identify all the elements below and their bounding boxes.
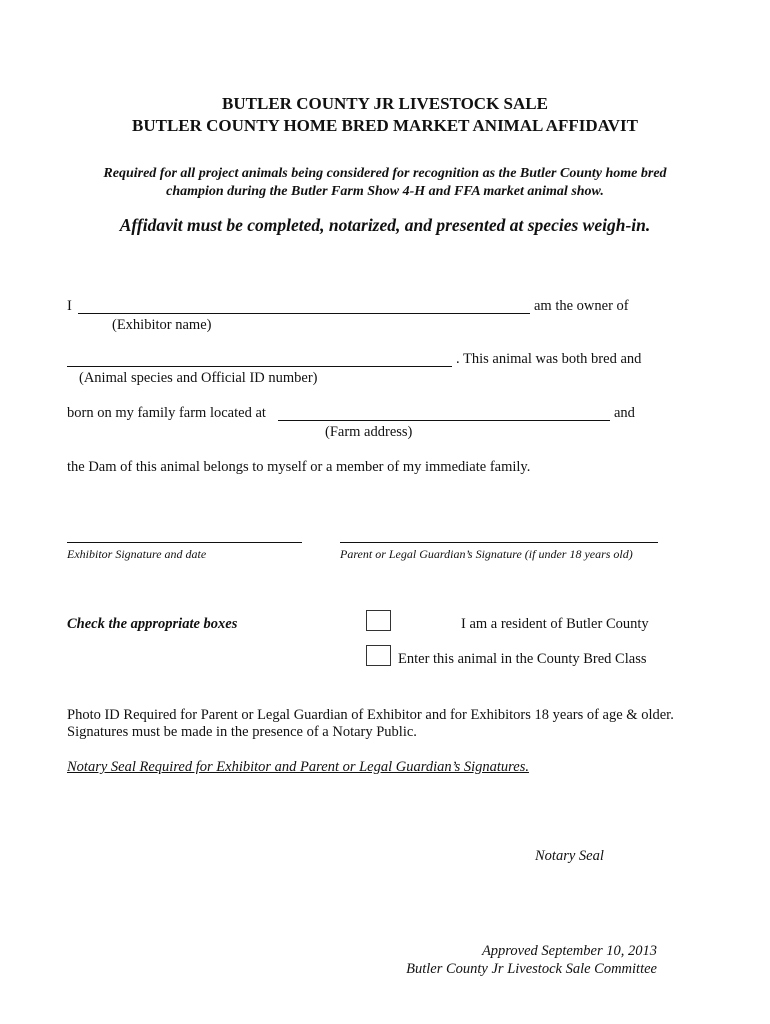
species-label: (Animal species and Official ID number)	[79, 370, 318, 386]
farm-address-label: (Farm address)	[325, 424, 413, 440]
bred-text: . This animal was both bred and	[456, 351, 642, 367]
and-text: and	[614, 405, 635, 421]
exhibitor-name-field[interactable]	[78, 313, 530, 314]
requirement-line1: Required for all project animals being considered for recognition as the Butler County home bred	[103, 166, 667, 181]
county-bred-label: Enter this animal in the County Bred Class	[398, 651, 647, 667]
form-title-line1: BUTLER COUNTY JR LIVESTOCK SALE	[222, 94, 548, 113]
dam-statement: the Dam of this animal belongs to myself or a member of my immediate family.	[67, 459, 531, 475]
exhibitor-signature-field[interactable]	[67, 542, 302, 543]
farm-address-field[interactable]	[278, 420, 610, 421]
notary-seal-label: Notary Seal	[535, 848, 604, 864]
exhibitor-signature-label: Exhibitor Signature and date	[67, 547, 207, 561]
guardian-signature-label: Parent or Legal Guardian’s Signature (if under 18 years old)	[340, 547, 633, 561]
statement-i: I	[67, 298, 72, 314]
resident-label: I am a resident of Butler County	[461, 616, 649, 632]
notary-seal-required-note: Notary Seal Required for Exhibitor and Parent or Legal Guardian’s Signatures.	[67, 759, 529, 775]
county-bred-checkbox[interactable]	[366, 645, 391, 666]
animal-species-id-field[interactable]	[67, 366, 452, 367]
approved-date: Approved September 10, 2013	[481, 943, 657, 959]
committee-name: Butler County Jr Livestock Sale Committee	[406, 961, 657, 977]
owner-text: am the owner of	[534, 298, 629, 314]
born-text: born on my family farm located at	[67, 405, 266, 421]
form-title-line2: BUTLER COUNTY HOME BRED MARKET ANIMAL AFFIDAVIT	[132, 116, 638, 135]
notary-presence-note: Signatures must be made in the presence of a Notary Public.	[67, 724, 417, 740]
check-boxes-heading: Check the appropriate boxes	[67, 616, 238, 632]
resident-checkbox[interactable]	[366, 610, 391, 631]
guardian-signature-field[interactable]	[340, 542, 658, 543]
photo-id-note: Photo ID Required for Parent or Legal Guardian of Exhibitor and for Exhibitors 18 years of age & older.	[67, 707, 674, 723]
instruction-text: Affidavit must be completed, notarized, and presented at species weigh-in.	[119, 215, 651, 235]
exhibitor-name-label: (Exhibitor name)	[112, 317, 212, 333]
requirement-line2: champion during the Butler Farm Show 4-H and FFA market animal show.	[166, 184, 604, 199]
